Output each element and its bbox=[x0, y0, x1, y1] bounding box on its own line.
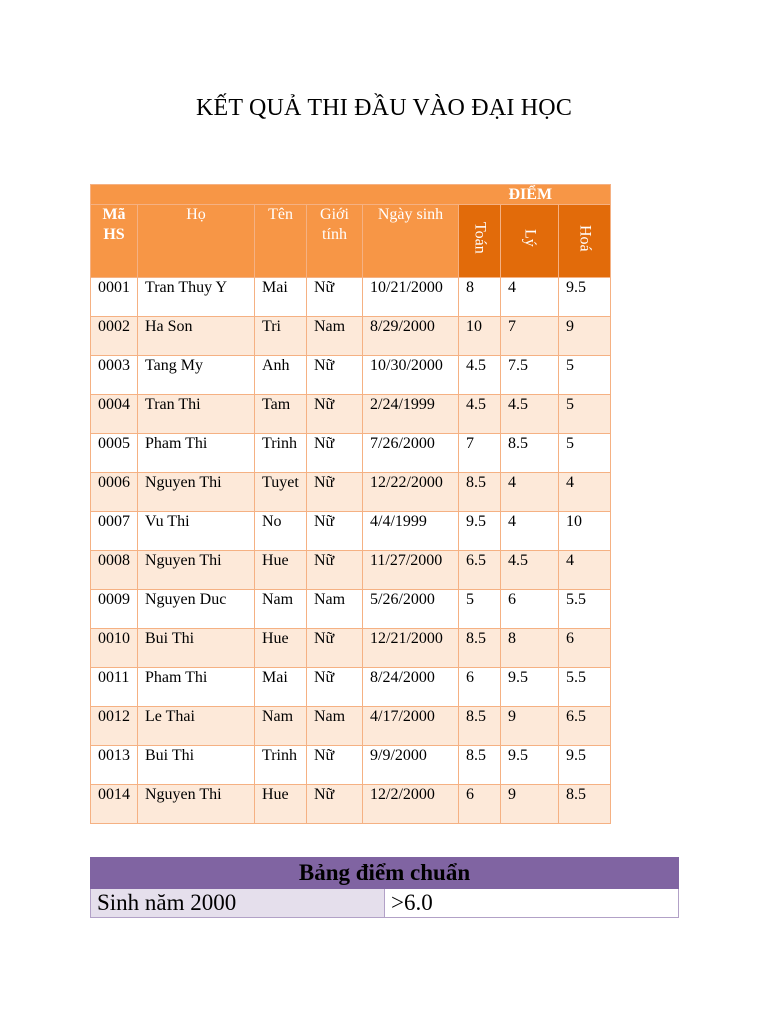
dob-cell: 11/27/2000 bbox=[363, 551, 459, 590]
last-name-cell: Pham Thi bbox=[138, 434, 255, 473]
first-name-cell: Trinh bbox=[255, 746, 307, 785]
dob-cell: 5/26/2000 bbox=[363, 590, 459, 629]
gender-cell: Nữ bbox=[307, 356, 363, 395]
chemistry-score-cell: 10 bbox=[559, 512, 611, 551]
results-body bbox=[91, 278, 611, 824]
chemistry-score-cell: 9 bbox=[559, 317, 611, 356]
gender-cell: Nữ bbox=[307, 473, 363, 512]
document-title: KẾT QUẢ THI ĐẦU VÀO ĐẠI HỌC bbox=[195, 95, 573, 121]
gender-cell: Nữ bbox=[307, 668, 363, 707]
physics-score-cell: 4 bbox=[501, 473, 559, 512]
last-name-cell: Tang My bbox=[138, 356, 255, 395]
math-score-cell: 8.5 bbox=[459, 473, 501, 512]
header-chemistry bbox=[559, 205, 611, 278]
physics-score-cell: 6 bbox=[501, 590, 559, 629]
first-name-cell: Hue bbox=[255, 629, 307, 668]
gender-cell: Nữ bbox=[307, 746, 363, 785]
physics-score-cell: 7 bbox=[501, 317, 559, 356]
student-id-cell: 0010 bbox=[91, 629, 138, 668]
physics-score-cell: 9.5 bbox=[501, 746, 559, 785]
first-name-cell: Hue bbox=[255, 551, 307, 590]
student-id-cell: 0005 bbox=[91, 434, 138, 473]
math-score-cell: 6 bbox=[459, 668, 501, 707]
chemistry-score-cell: 5 bbox=[559, 434, 611, 473]
math-score-cell: 9.5 bbox=[459, 512, 501, 551]
student-id-cell: 0014 bbox=[91, 785, 138, 824]
gender-cell: Nữ bbox=[307, 395, 363, 434]
last-name-cell: Vu Thi bbox=[138, 512, 255, 551]
table-row bbox=[91, 395, 611, 434]
first-name-cell: Tri bbox=[255, 317, 307, 356]
header-dob: Ngày sinh bbox=[363, 205, 459, 278]
first-name-cell: Trinh bbox=[255, 434, 307, 473]
first-name-cell: No bbox=[255, 512, 307, 551]
student-id-cell: 0008 bbox=[91, 551, 138, 590]
last-name-cell: Ha Son bbox=[138, 317, 255, 356]
last-name-cell: Tran Thi bbox=[138, 395, 255, 434]
header-math bbox=[459, 205, 501, 278]
math-score-cell: 8.5 bbox=[459, 746, 501, 785]
first-name-cell: Tam bbox=[255, 395, 307, 434]
chemistry-score-cell: 8.5 bbox=[559, 785, 611, 824]
dob-cell: 7/26/2000 bbox=[363, 434, 459, 473]
chemistry-score-cell: 9.5 bbox=[559, 746, 611, 785]
dob-cell: 12/22/2000 bbox=[363, 473, 459, 512]
student-id-cell: 0001 bbox=[91, 278, 138, 317]
physics-score-cell: 9.5 bbox=[501, 668, 559, 707]
student-id-cell: 0002 bbox=[91, 317, 138, 356]
chemistry-score-cell: 5 bbox=[559, 395, 611, 434]
header-gender: Giới tính bbox=[307, 205, 363, 278]
table-row bbox=[91, 551, 611, 590]
first-name-cell: Hue bbox=[255, 785, 307, 824]
physics-score-cell: 9 bbox=[501, 785, 559, 824]
last-name-cell: Nguyen Thi bbox=[138, 473, 255, 512]
header-chemistry-label: Hoá bbox=[576, 224, 594, 252]
last-name-cell: Tran Thuy Y bbox=[138, 278, 255, 317]
math-score-cell: 10 bbox=[459, 317, 501, 356]
student-id-cell: 0013 bbox=[91, 746, 138, 785]
table-row bbox=[91, 434, 611, 473]
physics-score-cell: 8.5 bbox=[501, 434, 559, 473]
table-row bbox=[91, 356, 611, 395]
math-score-cell: 4.5 bbox=[459, 356, 501, 395]
table-row bbox=[91, 278, 611, 317]
chemistry-score-cell: 5.5 bbox=[559, 590, 611, 629]
standard-score-row bbox=[91, 889, 679, 918]
math-score-cell: 8.5 bbox=[459, 707, 501, 746]
student-id-cell: 0006 bbox=[91, 473, 138, 512]
gender-cell: Nam bbox=[307, 590, 363, 629]
last-name-cell: Bui Thi bbox=[138, 746, 255, 785]
standard-score-value: >6.0 bbox=[385, 889, 679, 918]
table-row bbox=[91, 668, 611, 707]
table-row bbox=[91, 785, 611, 824]
first-name-cell: Mai bbox=[255, 668, 307, 707]
header-student-id: Mã HS bbox=[91, 205, 138, 278]
chemistry-score-cell: 4 bbox=[559, 473, 611, 512]
student-id-cell: 0004 bbox=[91, 395, 138, 434]
gender-cell: Nữ bbox=[307, 512, 363, 551]
dob-cell: 4/17/2000 bbox=[363, 707, 459, 746]
last-name-cell: Pham Thi bbox=[138, 668, 255, 707]
header-physics-label: Lý bbox=[521, 229, 539, 247]
physics-score-cell: 4 bbox=[501, 278, 559, 317]
results-table bbox=[90, 184, 611, 824]
dob-cell: 4/4/1999 bbox=[363, 512, 459, 551]
gender-cell: Nữ bbox=[307, 629, 363, 668]
last-name-cell: Nguyen Thi bbox=[138, 551, 255, 590]
last-name-cell: Bui Thi bbox=[138, 629, 255, 668]
gender-cell: Nam bbox=[307, 317, 363, 356]
student-id-cell: 0012 bbox=[91, 707, 138, 746]
header-physics bbox=[501, 205, 559, 278]
header-first-name: Tên bbox=[255, 205, 307, 278]
standard-score-title: Bảng điểm chuẩn bbox=[91, 858, 679, 889]
table-row bbox=[91, 629, 611, 668]
last-name-cell: Nguyen Duc bbox=[138, 590, 255, 629]
first-name-cell: Tuyet bbox=[255, 473, 307, 512]
physics-score-cell: 4 bbox=[501, 512, 559, 551]
table-row bbox=[91, 317, 611, 356]
dob-cell: 2/24/1999 bbox=[363, 395, 459, 434]
standard-score-table bbox=[90, 857, 679, 918]
header-math-label: Toán bbox=[471, 222, 489, 254]
table-row bbox=[91, 746, 611, 785]
chemistry-score-cell: 6.5 bbox=[559, 707, 611, 746]
math-score-cell: 4.5 bbox=[459, 395, 501, 434]
math-score-cell: 6 bbox=[459, 785, 501, 824]
gender-cell: Nữ bbox=[307, 551, 363, 590]
results-header-row bbox=[91, 205, 611, 278]
gender-cell: Nữ bbox=[307, 785, 363, 824]
student-id-cell: 0007 bbox=[91, 512, 138, 551]
standard-score-label: Sinh năm 2000 bbox=[91, 889, 385, 918]
dob-cell: 10/30/2000 bbox=[363, 356, 459, 395]
gender-cell: Nữ bbox=[307, 434, 363, 473]
physics-score-cell: 9 bbox=[501, 707, 559, 746]
student-id-cell: 0003 bbox=[91, 356, 138, 395]
dob-cell: 8/29/2000 bbox=[363, 317, 459, 356]
math-score-cell: 7 bbox=[459, 434, 501, 473]
score-group-header: ĐIỂM bbox=[91, 185, 611, 205]
physics-score-cell: 8 bbox=[501, 629, 559, 668]
table-row bbox=[91, 707, 611, 746]
first-name-cell: Anh bbox=[255, 356, 307, 395]
table-row bbox=[91, 590, 611, 629]
chemistry-score-cell: 5 bbox=[559, 356, 611, 395]
math-score-cell: 8 bbox=[459, 278, 501, 317]
physics-score-cell: 7.5 bbox=[501, 356, 559, 395]
table-row bbox=[91, 473, 611, 512]
last-name-cell: Le Thai bbox=[138, 707, 255, 746]
dob-cell: 8/24/2000 bbox=[363, 668, 459, 707]
math-score-cell: 5 bbox=[459, 590, 501, 629]
dob-cell: 12/21/2000 bbox=[363, 629, 459, 668]
physics-score-cell: 4.5 bbox=[501, 551, 559, 590]
results-group-header-row bbox=[91, 185, 611, 205]
first-name-cell: Mai bbox=[255, 278, 307, 317]
last-name-cell: Nguyen Thi bbox=[138, 785, 255, 824]
first-name-cell: Nam bbox=[255, 707, 307, 746]
dob-cell: 9/9/2000 bbox=[363, 746, 459, 785]
gender-cell: Nữ bbox=[307, 278, 363, 317]
chemistry-score-cell: 4 bbox=[559, 551, 611, 590]
math-score-cell: 6.5 bbox=[459, 551, 501, 590]
physics-score-cell: 4.5 bbox=[501, 395, 559, 434]
math-score-cell: 8.5 bbox=[459, 629, 501, 668]
dob-cell: 10/21/2000 bbox=[363, 278, 459, 317]
chemistry-score-cell: 5.5 bbox=[559, 668, 611, 707]
first-name-cell: Nam bbox=[255, 590, 307, 629]
student-id-cell: 0009 bbox=[91, 590, 138, 629]
chemistry-score-cell: 9.5 bbox=[559, 278, 611, 317]
header-last-name: Họ bbox=[138, 205, 255, 278]
dob-cell: 12/2/2000 bbox=[363, 785, 459, 824]
table-row bbox=[91, 512, 611, 551]
gender-cell: Nam bbox=[307, 707, 363, 746]
chemistry-score-cell: 6 bbox=[559, 629, 611, 668]
student-id-cell: 0011 bbox=[91, 668, 138, 707]
